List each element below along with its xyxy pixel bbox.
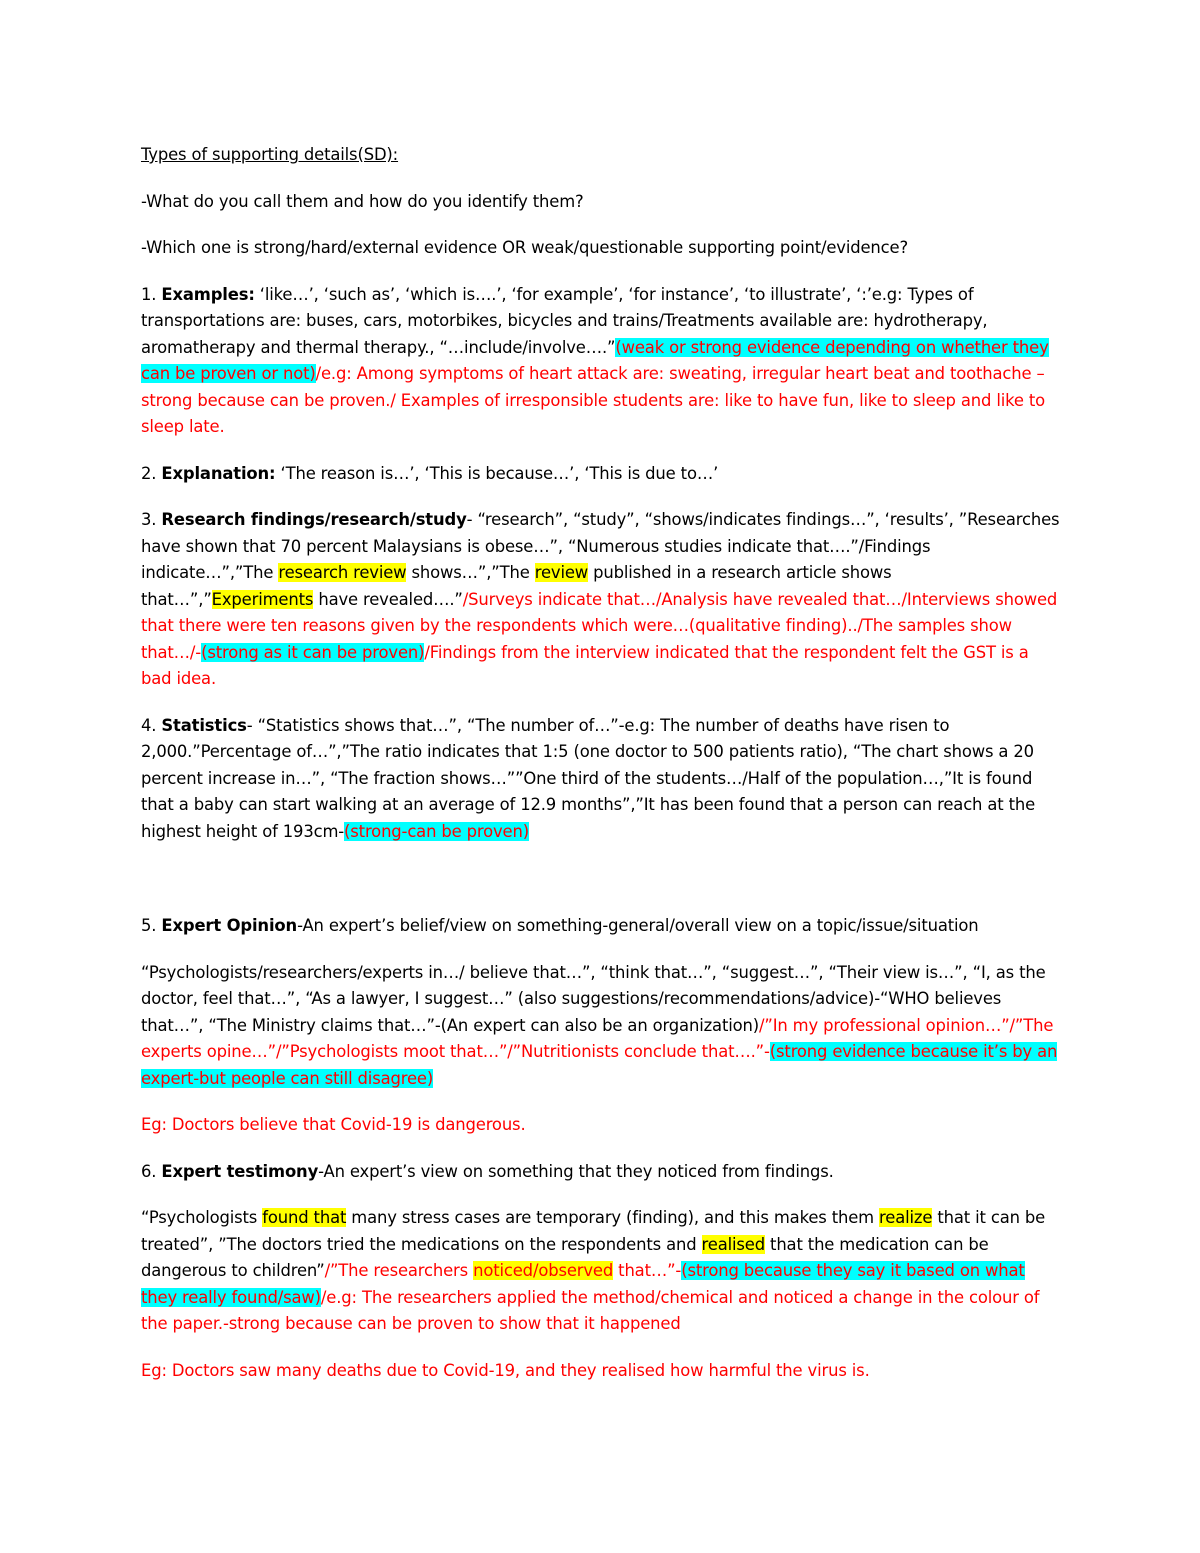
section-text: - “Statistics shows that…”, “The number of…”-e.g: The number of deaths have risen to 2,000.”Percentage of…”,”The ratio indicates that 1:5 (one doctor to 500 patients ratio), “The chart shows a 20 percent increase in…”, “The fraction shows…””One third of the students…/Half of the population…,”It is found that a baby can start walking at an average of 12.9 months”,”It has been found that a person can reach at the highest height of 193cm- <box>141 715 1036 841</box>
section-examples <box>141 282 1062 441</box>
section-heading: Examples: <box>161 284 255 304</box>
section-explanation <box>141 461 1062 488</box>
yellow-highlight: review <box>534 563 589 582</box>
yellow-highlight: Experiments <box>211 589 314 609</box>
section-text: ‘like…’, ‘such as’, ‘which is….’, ‘for example’, ‘for instance’, ‘to illustrate’, ‘:’e.g: Types of transportations are: buses, cars, motorbikes, bicycles and trains/Treatments available are: hydrotherapy, aromatherapy and thermal therapy., “…include/involve….” <box>141 284 988 357</box>
section-expert-opinion <box>141 913 1062 940</box>
spacer <box>141 865 1062 913</box>
expert-opinion-example: Eg: Doctors believe that Covid-19 is dangerous. <box>141 1115 526 1134</box>
question-1: -What do you call them and how do you identify them? <box>141 191 584 211</box>
section-heading: Explanation: <box>161 463 276 483</box>
expert-opinion-detail <box>141 960 1062 1093</box>
cyan-highlight: (strong-can be proven) <box>344 821 529 841</box>
cyan-highlight: (weak or strong evidence depending on whether they can be proven or not) <box>141 337 1049 383</box>
yellow-highlight: found that <box>262 1208 347 1227</box>
expert-testimony-detail <box>141 1205 1062 1338</box>
section-number: 1. <box>141 284 162 304</box>
section-research-findings <box>141 507 1062 693</box>
section-text: “Psychologists <box>141 1208 263 1227</box>
section-text: ‘The reason is…’, ‘This is because…’, ‘This is due to…’ <box>275 463 719 483</box>
red-text: that…”- <box>613 1261 682 1280</box>
section-text: shows…”,”The <box>406 563 535 582</box>
red-text: /Surveys indicate that…/Analysis have revealed that…/Interviews showed that there were ten reasons given by the respondents which were…(qualitative finding)../The samples show that…/- <box>141 589 1058 662</box>
section-text: - “research”, “study”, “shows/indicates findings…”, ‘results’, ”Researches have shown that 70 percent Malaysians is obese…”, “Numerous studies indicate that….”/Findings indicate…”,”The <box>141 510 1060 582</box>
section-text: have revealed….” <box>313 589 463 609</box>
section-heading: Expert Opinion <box>161 916 298 935</box>
question-2: -Which one is strong/hard/external evidence OR weak/questionable supporting point/evidence? <box>141 238 909 257</box>
document-title: Types of supporting details(SD): <box>141 145 399 164</box>
section-heading: Research findings/research/study <box>161 510 467 529</box>
red-text: /Findings from the interview indicated that the respondent felt the GST is a bad idea. <box>141 642 1029 688</box>
yellow-highlight: research review <box>278 563 407 582</box>
section-statistics <box>141 713 1062 846</box>
red-text: /e.g: The researchers applied the method/chemical and noticed a change in the colour of the paper.-strong because can be proven to show that it happened <box>141 1287 1040 1333</box>
yellow-highlight: realised <box>701 1234 765 1254</box>
section-number: 6. <box>141 1161 162 1181</box>
section-text: “Psychologists/researchers/experts in…/ believe that…”, “think that…”, “suggest…”, “Their view is…”, “I, as the doctor, feel that…”, “As a lawyer, I suggest…” (also suggestions/recommendations/advice)-“WHO believes that…”, “The Ministry claims that…”-(An expert can also be an organization) <box>141 962 1046 1035</box>
expert-testimony-example: Eg: Doctors saw many deaths due to Covid-19, and they realised how harmful the virus is. <box>141 1360 870 1380</box>
section-number: 3. <box>141 510 162 529</box>
red-text: /”In my professional opinion…”/”The experts opine…”/”Psychologists moot that…”/”Nutritionists conclude that….”- <box>141 1015 1054 1061</box>
section-number: 4. <box>141 715 162 735</box>
red-text: /”The researchers <box>324 1261 474 1280</box>
section-expert-testimony <box>141 1159 1062 1186</box>
section-text: published in a research article shows that…”,” <box>141 563 892 609</box>
red-text: /e.g: Among symptoms of heart attack are: sweating, irregular heart beat and toothache –strong because can be proven./ Examples of irresponsible students are: like to have fun, like to sleep and like to sleep late. <box>141 364 1046 436</box>
section-text: that it can be treated”, ”The doctors tried the medications on the respondents and <box>141 1208 1046 1254</box>
section-text: -An expert’s belief/view on something-general/overall view on a topic/issue/situation <box>297 916 979 935</box>
section-text: that the medication can be dangerous to children” <box>141 1234 989 1280</box>
cyan-highlight: (strong because they say it based on what they really found/saw) <box>141 1261 1025 1307</box>
section-heading: Statistics <box>161 715 247 735</box>
section-text: -An expert’s view on something that they noticed from findings. <box>318 1161 834 1181</box>
yellow-highlight: noticed/observed <box>473 1261 614 1280</box>
cyan-highlight: (strong as it can be proven) <box>201 642 425 662</box>
cyan-highlight: (strong evidence because it’s by an expert-but people can still disagree) <box>141 1042 1058 1088</box>
section-heading: Expert testimony <box>161 1161 319 1181</box>
section-text: many stress cases are temporary (finding), and this makes them <box>346 1208 880 1227</box>
section-number: 2. <box>141 463 162 483</box>
yellow-highlight: realize <box>879 1208 933 1227</box>
section-number: 5. <box>141 916 162 935</box>
